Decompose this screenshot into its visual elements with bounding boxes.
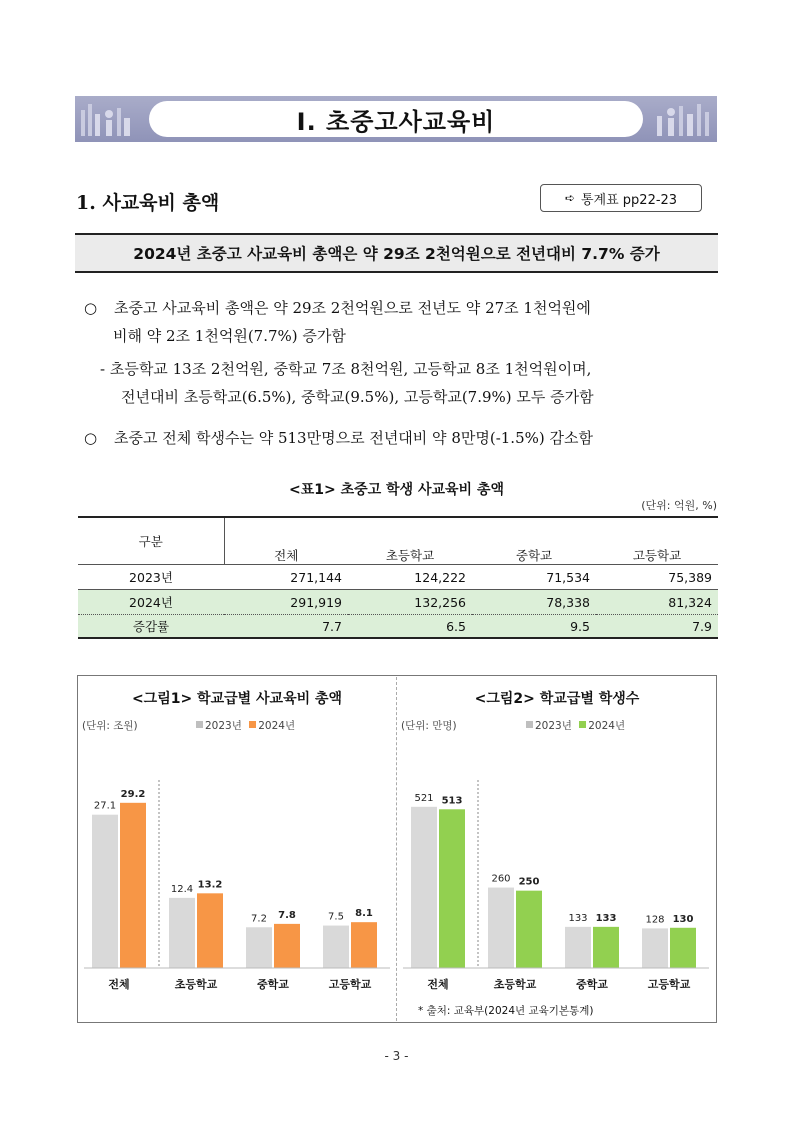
bar-2023 [488, 888, 514, 968]
table-cell: 124,222 [348, 565, 472, 590]
legend-swatch-2023 [526, 721, 533, 728]
chart-unit: (단위: 조원) [82, 720, 138, 732]
data-label: 7.2 [251, 913, 267, 925]
table-cell: 증감률 [78, 615, 224, 639]
legend-label: 2024년 [258, 720, 296, 732]
category-label: 초등학교 [493, 978, 537, 991]
legend-swatch-2024 [579, 721, 586, 728]
data-label: 7.5 [328, 911, 344, 923]
chart-legend [196, 718, 295, 733]
bullet-text: 초중고 전체 학생수는 약 513만명으로 전년대비 약 8만명(-1.5%) 감소함 [114, 429, 593, 447]
data-label: 128 [645, 914, 665, 926]
table-unit: (단위: 억원, %) [641, 499, 717, 512]
bar-2024 [351, 922, 377, 968]
section-banner [75, 96, 717, 142]
bar-2023 [642, 928, 668, 968]
bar-2024 [439, 809, 465, 968]
table-cell: 9.5 [472, 615, 596, 639]
source-note: * 출처: 교육부(2024년 교육기본통계) [418, 1005, 594, 1017]
table-row [78, 565, 718, 590]
reference-text: 통계표 pp22-23 [580, 192, 678, 208]
chart-title: <그림2> 학교급별 학생수 [474, 691, 640, 707]
bar-2023 [411, 807, 437, 968]
table-cell: 2023년 [78, 565, 224, 590]
legend-label: 2023년 [535, 720, 572, 732]
table-cell: 7.7 [224, 615, 348, 639]
banner-title: Ⅰ. 초중고사교육비 [149, 101, 643, 137]
bullet-text-line2: 비해 약 2조 1천억원(7.7%) 증가함 [113, 327, 346, 345]
table-cell: 81,324 [596, 590, 718, 615]
bullet-total-cost [84, 294, 718, 322]
charts-divider [396, 677, 397, 1021]
category-label: 초등학교 [174, 978, 218, 991]
data-label: 130 [672, 913, 694, 925]
legend-label: 2023년 [205, 720, 242, 732]
category-label: 고등학교 [328, 978, 372, 991]
reference-box [540, 184, 702, 212]
bullet-marker: ○ [84, 429, 98, 447]
banner-decoration-left [79, 100, 139, 138]
table-cell: 7.9 [596, 615, 718, 639]
legend-swatch-2024 [249, 721, 256, 728]
data-label: 8.1 [355, 908, 373, 920]
table-cell: 291,919 [224, 590, 348, 615]
banner-decoration-right [653, 100, 713, 138]
table-header-cell: 초등학교 [348, 517, 472, 565]
bar-2023 [565, 927, 591, 968]
dash-item-by-school-line2: 전년대비 초등학교(6.5%), 중학교(9.5%), 고등학교(7.9%) 모두 증가함 [121, 388, 594, 406]
category-label: 중학교 [576, 978, 608, 991]
cost-table [78, 516, 718, 639]
category-label: 전체 [108, 978, 130, 991]
table-cell: 2024년 [78, 590, 224, 615]
data-label: 133 [568, 912, 588, 924]
table-header-row [78, 517, 718, 565]
category-label: 고등학교 [647, 978, 691, 991]
chart-title: <그림1> 학교급별 사교육비 총액 [131, 691, 343, 707]
bar-2024 [516, 891, 542, 968]
chart-unit: (단위: 만명) [401, 720, 457, 732]
students-bar-chart [399, 740, 713, 1000]
table-cell: 6.5 [348, 615, 472, 639]
cost-bar-chart [80, 740, 394, 1000]
data-label: 260 [491, 873, 511, 885]
legend-swatch-2023 [196, 721, 203, 728]
table-cell: 271,144 [224, 565, 348, 590]
table-header-cell: 구분 [78, 517, 224, 565]
data-label: 250 [518, 876, 540, 888]
table-caption: <표1> 초중고 학생 사교육비 총액 [289, 482, 504, 498]
bar-2024 [274, 924, 300, 968]
table-cell: 71,534 [472, 565, 596, 590]
bar-2024 [120, 803, 146, 968]
dash-item-by-school-line1: - 초등학교 13조 2천억원, 중학교 7조 8천억원, 고등학교 8조 1천억원이며, [100, 360, 592, 378]
bar-2023 [169, 898, 195, 968]
data-label: 13.2 [197, 879, 223, 891]
table-header-cell: 전체 [224, 517, 348, 565]
data-label: 133 [595, 912, 617, 924]
table-cell: 78,338 [472, 590, 596, 615]
table-row [78, 615, 718, 639]
bar-2024 [197, 893, 223, 968]
bar-2024 [670, 928, 696, 968]
bar-2024 [593, 927, 619, 968]
bullet-student-count [84, 424, 718, 452]
arrow-right-icon: ➪ [564, 191, 575, 205]
data-label: 521 [414, 792, 434, 804]
page-number: - 3 - [384, 1049, 409, 1063]
bar-2023 [92, 815, 118, 968]
legend-label: 2024년 [588, 720, 626, 732]
bar-2023 [246, 927, 272, 968]
category-label: 중학교 [257, 978, 289, 991]
summary-headline: 2024년 초중고 사교육비 총액은 약 29조 2천억원으로 전년대비 7.7% 증가 [75, 233, 718, 273]
bullet-marker: ○ [84, 299, 98, 317]
table-header-cell: 고등학교 [596, 517, 718, 565]
table-header-cell: 중학교 [472, 517, 596, 565]
table-cell: 132,256 [348, 590, 472, 615]
section-title: 1. 사교육비 총액 [76, 192, 220, 214]
table-cell: 75,389 [596, 565, 718, 590]
category-label: 전체 [427, 978, 449, 991]
bullet-text-line1: 초중고 사교육비 총액은 약 29조 2천억원으로 전년도 약 27조 1천억원에 [114, 299, 591, 317]
data-label: 29.2 [120, 788, 146, 800]
data-label: 513 [441, 795, 463, 807]
data-label: 12.4 [170, 883, 194, 895]
chart-legend [526, 718, 625, 733]
table-row [78, 590, 718, 615]
bar-2023 [323, 926, 349, 968]
data-label: 27.1 [93, 800, 117, 812]
data-label: 7.8 [278, 909, 296, 921]
